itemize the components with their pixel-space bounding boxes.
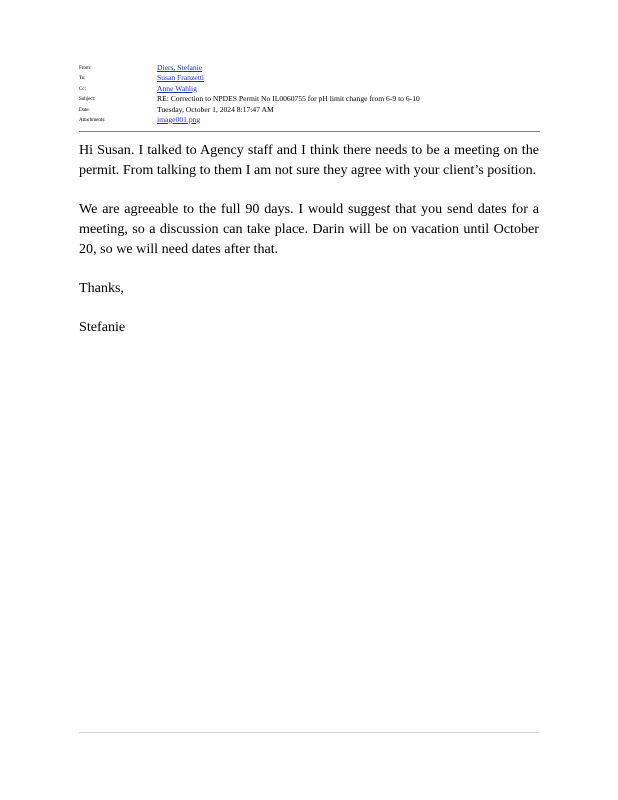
body-paragraph-2: We are agreeable to the full 90 days. I would suggest that you send dates for a meeting, so a discussion can take place. Darin will be on vacation until October 20, so we will need dates after that. [79,201,539,257]
to-row [79,73,539,83]
from-row [79,63,539,73]
cc-row [79,84,539,94]
subject-row [79,94,539,104]
footer-divider [79,732,539,733]
to-link[interactable]: Susan Franzetti [157,73,205,83]
date-row [79,105,539,115]
header-divider [79,131,540,132]
cc-label: Cc: [79,85,86,92]
email-body [79,141,539,358]
date-label: Date: [79,106,90,113]
attachments-row [79,115,539,125]
closing-line: Thanks, [79,279,125,296]
to-label: To: [79,75,86,82]
attachment-link[interactable]: image001.png [157,114,201,124]
email-header [79,63,539,125]
subject-value: RE: Correction to NPDES Permit No IL0060755 for pH limit change from 6-9 to 6-10 [157,94,420,104]
from-label: From: [79,65,92,71]
from-link[interactable]: Diers, Stefanie [157,63,203,72]
date-value: Tuesday, October 1, 2024 8:17:47 AM [157,104,274,114]
body-paragraph-1: Hi Susan. I talked to Agency staff and I think there needs to be a meeting on the permit. From talking to them I am not sure they agree with your client’s position. [79,142,539,178]
cc-link[interactable]: Anne Wahlig [157,83,197,93]
signature: Stefanie [79,319,126,336]
subject-label: Subject: [79,96,96,103]
attachments-label: Attachments: [79,116,106,123]
